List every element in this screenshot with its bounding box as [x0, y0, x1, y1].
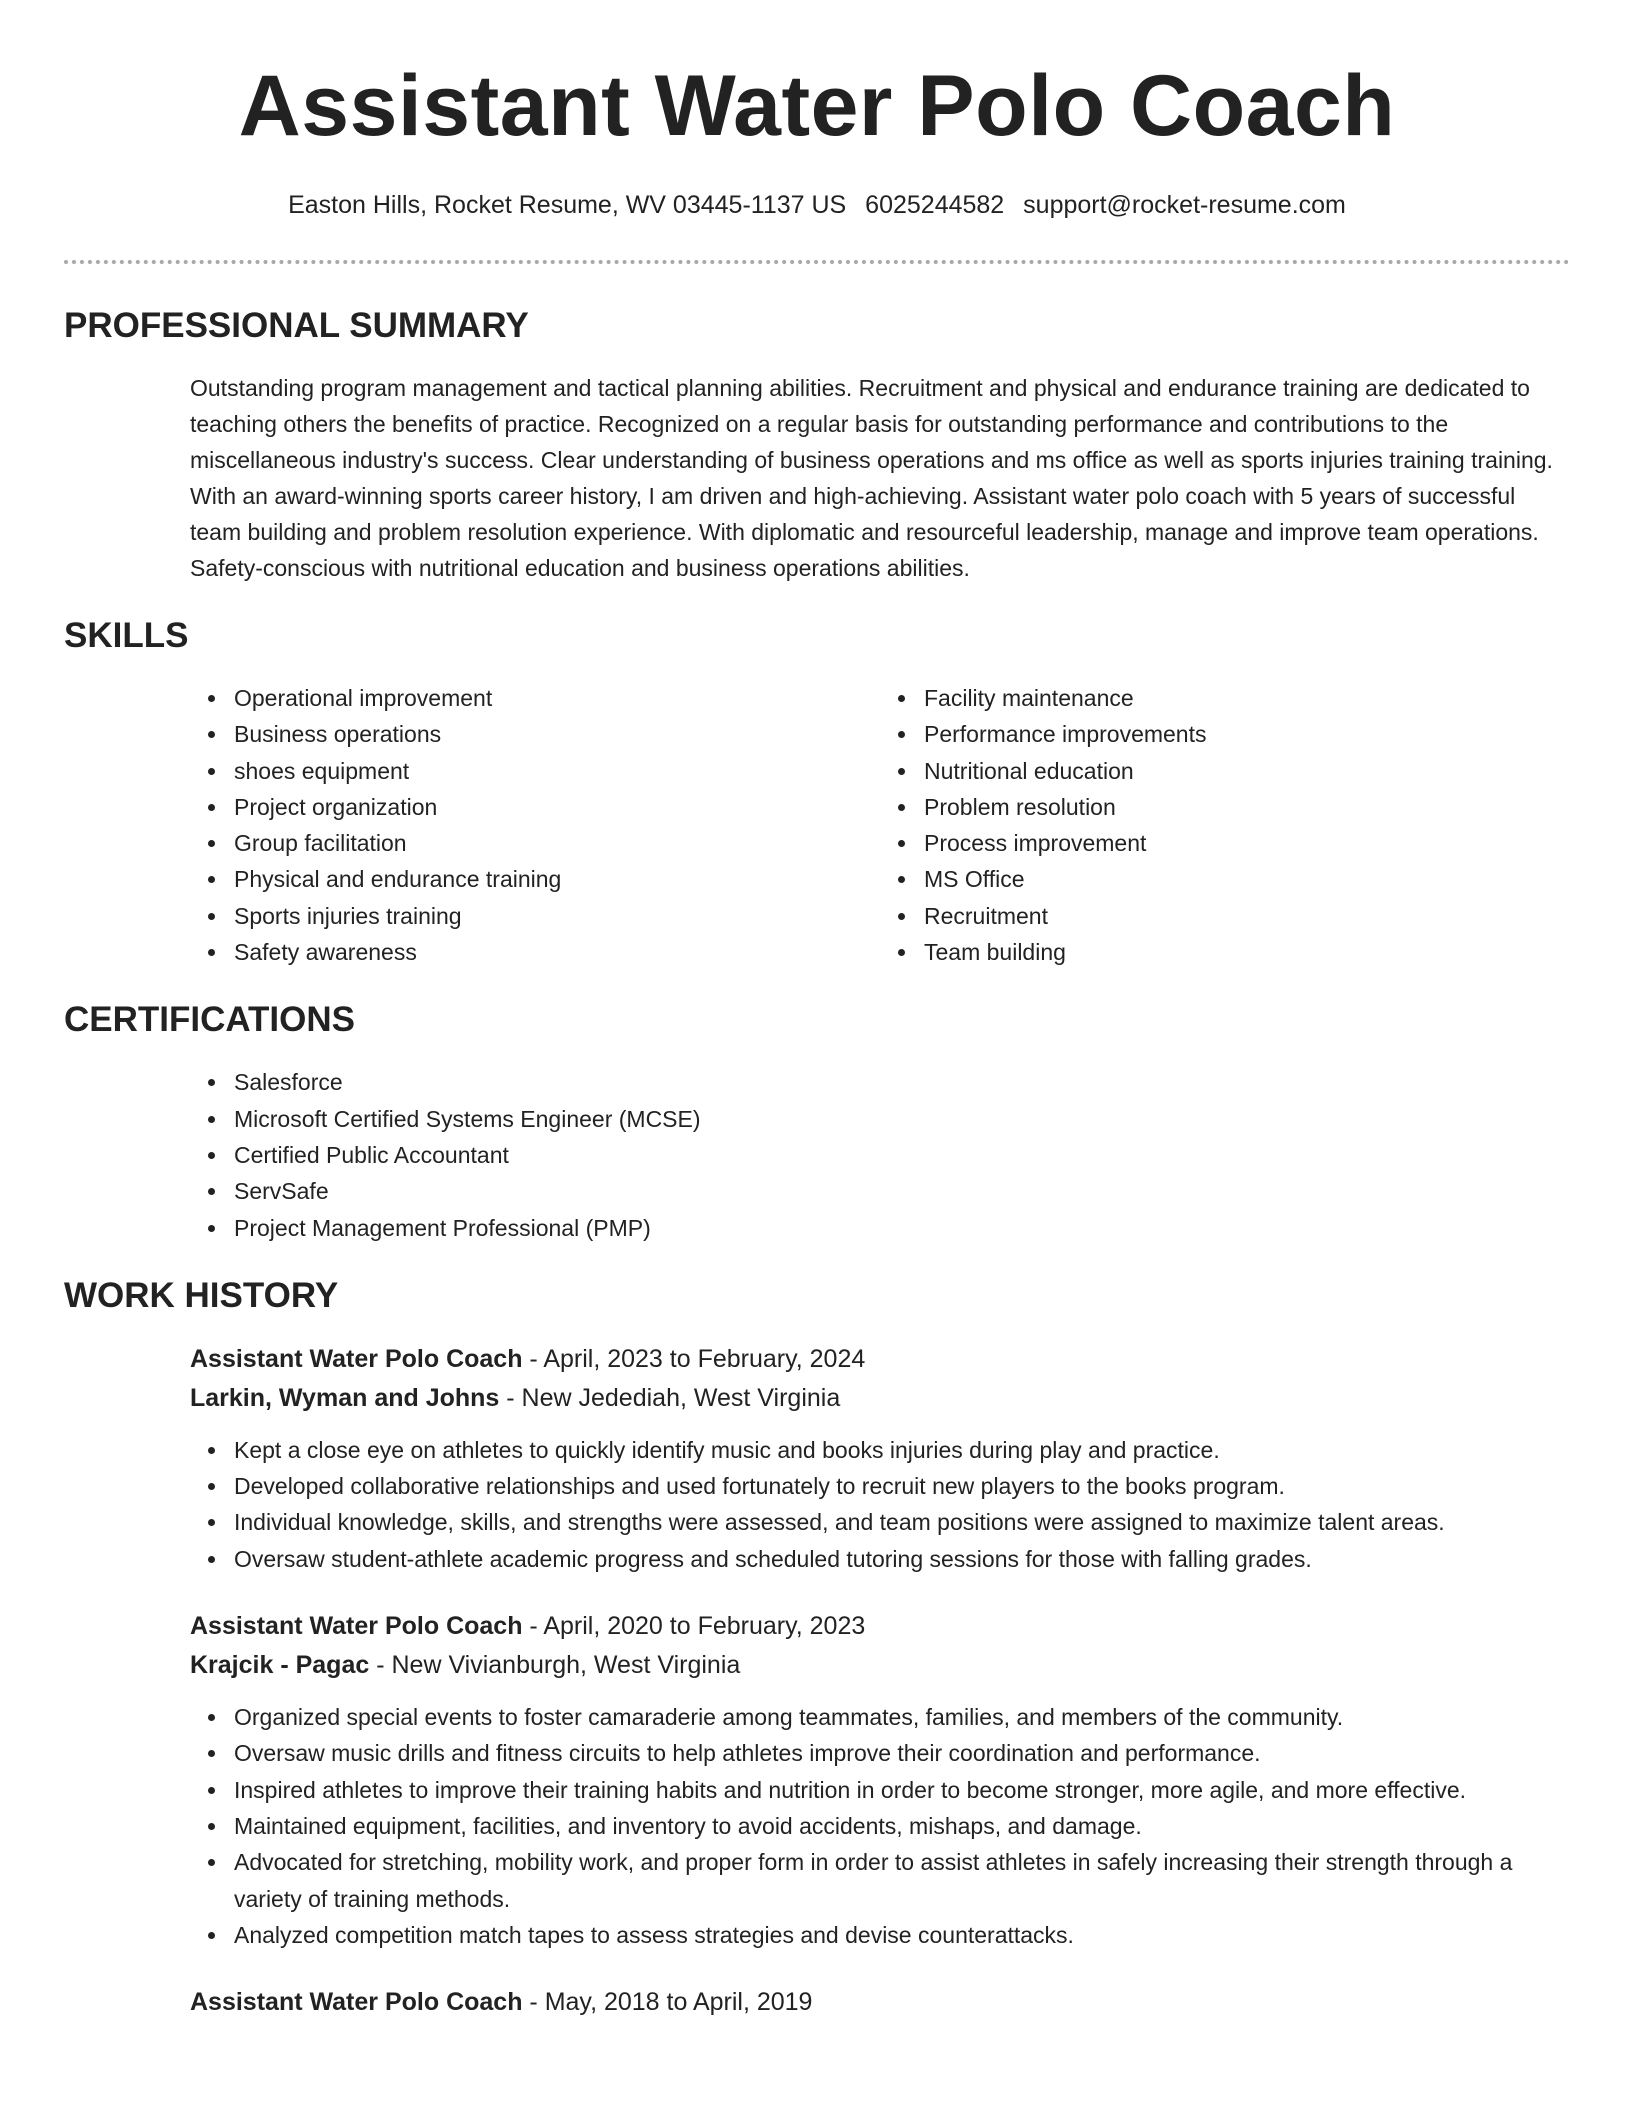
skills-grid	[190, 680, 1570, 970]
skill-item: Team building	[924, 934, 1570, 970]
contact-info	[64, 190, 1570, 220]
section-title: PROFESSIONAL SUMMARY	[64, 306, 529, 345]
job-bullet: Kept a close eye on athletes to quickly identify music and books injuries during play and practice.	[234, 1432, 1570, 1468]
professional-summary-section	[64, 306, 1570, 586]
job-role: Assistant Water Polo Coach	[190, 1344, 523, 1373]
contact-email: support@rocket-resume.com	[1023, 191, 1346, 219]
skill-item: Nutritional education	[924, 753, 1570, 789]
section-title: SKILLS	[64, 616, 189, 655]
job-dates: - April, 2023 to February, 2024	[522, 1344, 866, 1373]
skill-item: Performance improvements	[924, 716, 1570, 752]
job-dates: - May, 2018 to April, 2019	[522, 1988, 813, 2017]
certifications-list	[190, 1064, 1570, 1245]
job-bullets	[190, 1699, 1570, 1953]
summary-text: Outstanding program management and tactical planning abilities. Recruitment and physical and endurance training are dedicated to teaching others the benefits of practice. Recognized on a regular basis for outstanding performance and contributions to the miscellaneous industry's success. Clear understanding of business operations and ms office as well as sports injuries training training. With an award-winning sports career history, I am driven and high-achieving. Assistant water polo coach with 5 years of successful team building and problem resolution experience. With diplomatic and resourceful leadership, manage and improve team operations. Safety-conscious with nutritional education and business operations abilities.	[190, 375, 1553, 581]
skill-item: Recruitment	[924, 898, 1570, 934]
skill-item: Operational improvement	[234, 680, 880, 716]
work-history-section	[64, 1276, 1570, 2022]
contact-phone: 6025244582	[865, 191, 1005, 219]
certification-item: ServSafe	[234, 1173, 1570, 1209]
skill-item: Group facilitation	[234, 825, 880, 861]
skill-item: Process improvement	[924, 825, 1570, 861]
header-divider	[64, 260, 1570, 264]
skill-item: Sports injuries training	[234, 898, 880, 934]
certification-item: Salesforce	[234, 1064, 1570, 1100]
skill-item: Project organization	[234, 789, 880, 825]
job-location: - New Vivianburgh, West Virginia	[369, 1651, 741, 1680]
job-title-line	[190, 1340, 1570, 1379]
section-title: CERTIFICATIONS	[64, 1000, 356, 1040]
job-bullet: Maintained equipment, facilities, and inventory to avoid accidents, mishaps, and damage.	[234, 1808, 1570, 1844]
certification-item: Project Management Professional (PMP)	[234, 1210, 1570, 1246]
skill-item: Physical and endurance training	[234, 861, 880, 897]
job-entry	[190, 1983, 1570, 2022]
skill-item: MS Office	[924, 861, 1570, 897]
job-title-line	[190, 1983, 1570, 2022]
job-bullet: Inspired athletes to improve their training habits and nutrition in order to become stronger, more agile, and more effective.	[234, 1772, 1570, 1808]
job-company-line	[190, 1379, 1570, 1418]
skill-item: Problem resolution	[924, 789, 1570, 825]
certifications-bullets	[190, 1064, 1570, 1245]
job-role: Assistant Water Polo Coach	[190, 1988, 523, 2017]
job-entry	[190, 1607, 1570, 1953]
job-dates: - April, 2020 to February, 2023	[522, 1612, 866, 1641]
job-bullet: Individual knowledge, skills, and strengths were assessed, and team positions were assigned to maximize talent areas.	[234, 1504, 1570, 1540]
skills-section	[64, 616, 1570, 970]
job-bullet: Oversaw student-athlete academic progress and scheduled tutoring sessions for those with falling grades.	[234, 1541, 1570, 1577]
job-role: Assistant Water Polo Coach	[190, 1612, 523, 1641]
job-bullet: Analyzed competition match tapes to assess strategies and devise counterattacks.	[234, 1917, 1570, 1953]
job-bullet: Advocated for stretching, mobility work, and proper form in order to assist athletes in safely increasing their strength through a variety of training methods.	[234, 1844, 1570, 1917]
skills-column-left	[190, 680, 880, 970]
job-company: Krajcik - Pagac	[190, 1651, 370, 1680]
job-bullets	[190, 1432, 1570, 1577]
section-title: WORK HISTORY	[64, 1275, 339, 1315]
certifications-section	[64, 1000, 1570, 1245]
skill-item: Facility maintenance	[924, 680, 1570, 716]
skills-column-right	[880, 680, 1570, 970]
job-bullet: Oversaw music drills and fitness circuits to help athletes improve their coordination and performance.	[234, 1735, 1570, 1771]
job-location: - New Jedediah, West Virginia	[499, 1383, 841, 1412]
job-company-line	[190, 1646, 1570, 1685]
certification-item: Certified Public Accountant	[234, 1137, 1570, 1173]
contact-address: Easton Hills, Rocket Resume, WV 03445-1137 US	[288, 191, 847, 219]
job-bullet: Organized special events to foster camaraderie among teammates, families, and members of the community.	[234, 1699, 1570, 1735]
job-bullet: Developed collaborative relationships and used fortunately to recruit new players to the books program.	[234, 1468, 1570, 1504]
skill-item: shoes equipment	[234, 753, 880, 789]
resume-page	[64, 0, 1570, 2022]
job-entry	[190, 1340, 1570, 1577]
certification-item: Microsoft Certified Systems Engineer (MCSE)	[234, 1101, 1570, 1137]
job-company: Larkin, Wyman and Johns	[190, 1383, 500, 1412]
job-title-line	[190, 1607, 1570, 1646]
skill-item: Safety awareness	[234, 934, 880, 970]
skill-item: Business operations	[234, 716, 880, 752]
resume-name: Assistant Water Polo Coach	[238, 58, 1396, 154]
